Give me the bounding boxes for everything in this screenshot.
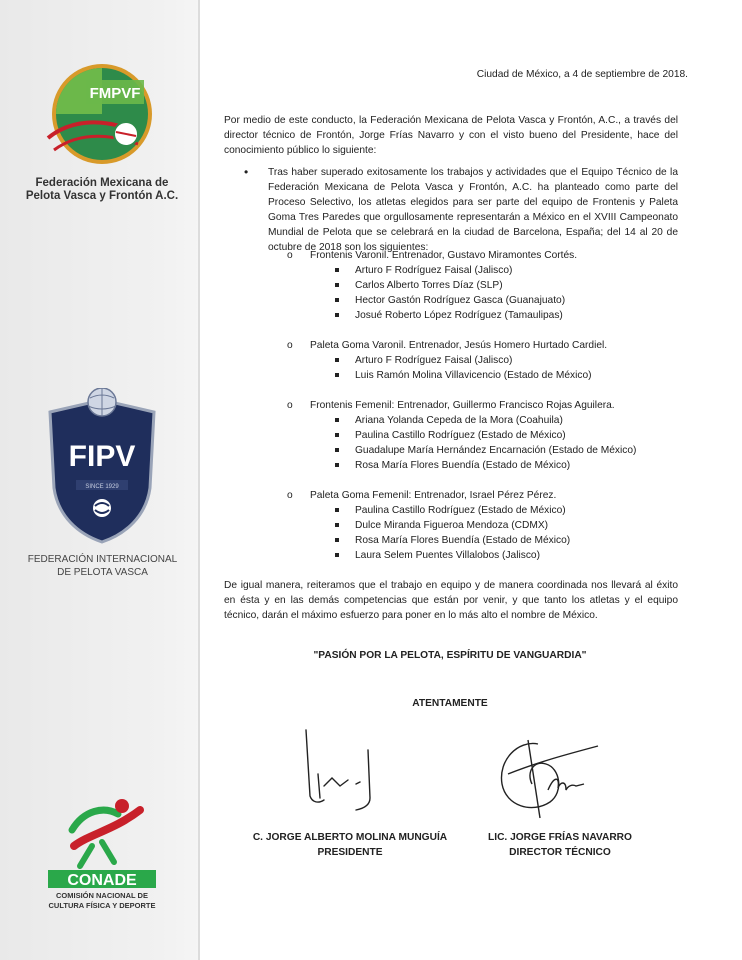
- athlete-item: [287, 353, 687, 368]
- fmpvf-name-line2: Pelota Vasca y Frontón A.C.: [25, 190, 179, 202]
- group-marker: o: [287, 340, 293, 351]
- letter-closing: De igual manera, reiteramos que el trabajo en equipo y de manera coordinada nos llevará al éxito en ésta y en las demás competencias que están por venir, y que tanto los atletas y el equipo técnico, darán el máximo esfuerzo para poner en lo más alto el nombre de México.: [224, 580, 678, 621]
- fmpvf-name: [22, 177, 182, 203]
- fmpvf-logo: [40, 60, 162, 172]
- square-bullet-icon: [335, 358, 339, 362]
- group-heading: [287, 398, 687, 413]
- bullet-text: Tras haber superado exitosamente los trabajos y actividades que el Equipo Técnico de la Federación Mexicana de Pelota Vasca y Frontón, A.C. ha planteado como parte del Proceso Selectivo, los atletas elegidos para ser parte del equipo de Frontenis y Paleta Goma Tres Paredes que orgullosamente representarán a México en el XVIII Campeonato Mundial de Pelota que se celebrará en la ciudad de Barcelona, España; del 14 al 20 de octubre de 2018 son los siguientes:: [268, 167, 678, 253]
- signer-name: C. JORGE ALBERTO MOLINA MUNGUÍA: [252, 832, 448, 843]
- fipv-logo: [46, 388, 158, 544]
- motto: "PASIÓN POR LA PELOTA, ESPÍRITU DE VANGUARDIA": [313, 650, 587, 661]
- athlete-item: [287, 413, 687, 428]
- athlete-name: Rosa María Flores Buendía (Estado de México): [355, 460, 571, 471]
- signer-name: LIC. JORGE FRÍAS NAVARRO: [488, 832, 632, 843]
- team-group-paleta-goma-varonil: [287, 338, 687, 383]
- square-bullet-icon: [335, 538, 339, 542]
- svg-text:FMPVF: FMPVF: [89, 85, 141, 102]
- square-bullet-icon: [335, 268, 339, 272]
- athlete-item: [287, 503, 687, 518]
- svg-text:CULTURA FÍSICA Y DEPORTE: CULTURA FÍSICA Y DEPORTE: [48, 901, 156, 910]
- athlete-name: Paulina Castillo Rodríguez (Estado de México): [355, 505, 566, 516]
- signer-director: [460, 830, 660, 860]
- signer-role: DIRECTOR TÉCNICO: [509, 847, 611, 858]
- square-bullet-icon: [335, 313, 339, 317]
- square-bullet-icon: [335, 418, 339, 422]
- square-bullet-icon: [335, 283, 339, 287]
- square-bullet-icon: [335, 433, 339, 437]
- svg-text:FIPV: FIPV: [68, 440, 136, 473]
- fipv-name-line1: FEDERACIÓN INTERNACIONAL: [27, 554, 178, 565]
- team-group-frontenis-varonil: [287, 248, 687, 323]
- team-group-paleta-goma-femenil: [287, 488, 687, 563]
- square-bullet-icon: [335, 463, 339, 467]
- group-marker: o: [287, 490, 293, 501]
- group-heading: [287, 248, 687, 263]
- fipv-name-line2: DE PELOTA VASCA: [57, 567, 148, 578]
- athlete-name: Paulina Castillo Rodríguez (Estado de México): [355, 430, 566, 441]
- group-heading: [287, 488, 687, 503]
- athlete-item: [287, 278, 687, 293]
- athlete-name: Hector Gastón Rodríguez Gasca (Guanajuato): [355, 295, 566, 306]
- athlete-name: Josué Roberto López Rodríguez (Tamaulipas): [355, 310, 563, 321]
- group-heading: [287, 338, 687, 353]
- athlete-item: [287, 263, 687, 278]
- fipv-name: [20, 553, 185, 579]
- athlete-item: [287, 548, 687, 563]
- sign-off: ATENTAMENTE: [412, 698, 488, 709]
- athlete-item: [287, 428, 687, 443]
- athlete-name: Dulce Miranda Figueroa Mendoza (CDMX): [355, 520, 549, 531]
- athlete-item: [287, 518, 687, 533]
- athlete-item: [287, 533, 687, 548]
- group-title: Paleta Goma Varonil. Entrenador, Jesús Homero Hurtado Cardiel.: [310, 340, 608, 351]
- svg-text:SINCE 1929: SINCE 1929: [85, 484, 119, 490]
- square-bullet-icon: [335, 553, 339, 557]
- square-bullet-icon: [335, 523, 339, 527]
- group-title: Frontenis Femenil: Entrenador, Guillermo Francisco Rojas Aguilera.: [310, 400, 615, 411]
- athlete-name: Arturo F Rodríguez Faisal (Jalisco): [355, 355, 513, 366]
- sidebar-edge: [198, 0, 200, 960]
- bullet-mark: •: [244, 165, 249, 179]
- svg-text:COMISIÓN NACIONAL DE: COMISIÓN NACIONAL DE: [56, 891, 148, 900]
- group-title: Paleta Goma Femenil: Entrenador, Israel Pérez Pérez.: [310, 490, 557, 501]
- signer-president: [250, 830, 450, 860]
- athlete-item: [287, 443, 687, 458]
- athlete-name: Carlos Alberto Torres Díaz (SLP): [355, 280, 503, 291]
- square-bullet-icon: [335, 508, 339, 512]
- signer-role: PRESIDENTE: [317, 847, 383, 858]
- group-marker: o: [287, 250, 293, 261]
- team-group-frontenis-femenil: [287, 398, 687, 473]
- square-bullet-icon: [335, 298, 339, 302]
- letter-date: Ciudad de México, a 4 de septiembre de 2018.: [476, 69, 688, 80]
- group-marker: o: [287, 400, 293, 411]
- signature-president: [296, 726, 386, 816]
- athlete-name: Arturo F Rodríguez Faisal (Jalisco): [355, 265, 513, 276]
- square-bullet-icon: [335, 448, 339, 452]
- athlete-name: Guadalupe María Hernández Encarnación (Estado de México): [355, 445, 637, 456]
- athlete-item: [287, 458, 687, 473]
- athlete-item: [287, 293, 687, 308]
- athlete-name: Luis Ramón Molina Villavicencio (Estado de México): [355, 370, 592, 381]
- athlete-name: Ariana Yolanda Cepeda de la Mora (Coahuila): [355, 415, 563, 426]
- athlete-name: Rosa María Flores Buendía (Estado de México): [355, 535, 571, 546]
- svg-text:CONADE: CONADE: [67, 872, 137, 889]
- letter-intro: Por medio de este conducto, la Federación Mexicana de Pelota Vasca y Frontón, A.C., a través del director técnico de Frontón, Jorge Frías Navarro y con el visto bueno del Presidente, hace del conocimiento público lo siguiente:: [224, 115, 678, 156]
- conade-logo: [44, 790, 160, 912]
- group-title: Frontenis Varonil. Entrenador, Gustavo Miramontes Cortés.: [310, 250, 578, 261]
- athlete-item: [287, 308, 687, 323]
- fmpvf-name-line1: Federación Mexicana de: [35, 177, 169, 189]
- athlete-item: [287, 368, 687, 383]
- signature-director: [488, 732, 604, 824]
- square-bullet-icon: [335, 373, 339, 377]
- athlete-name: Laura Selem Puentes Villalobos (Jalisco): [355, 550, 540, 561]
- sidebar: [0, 0, 200, 960]
